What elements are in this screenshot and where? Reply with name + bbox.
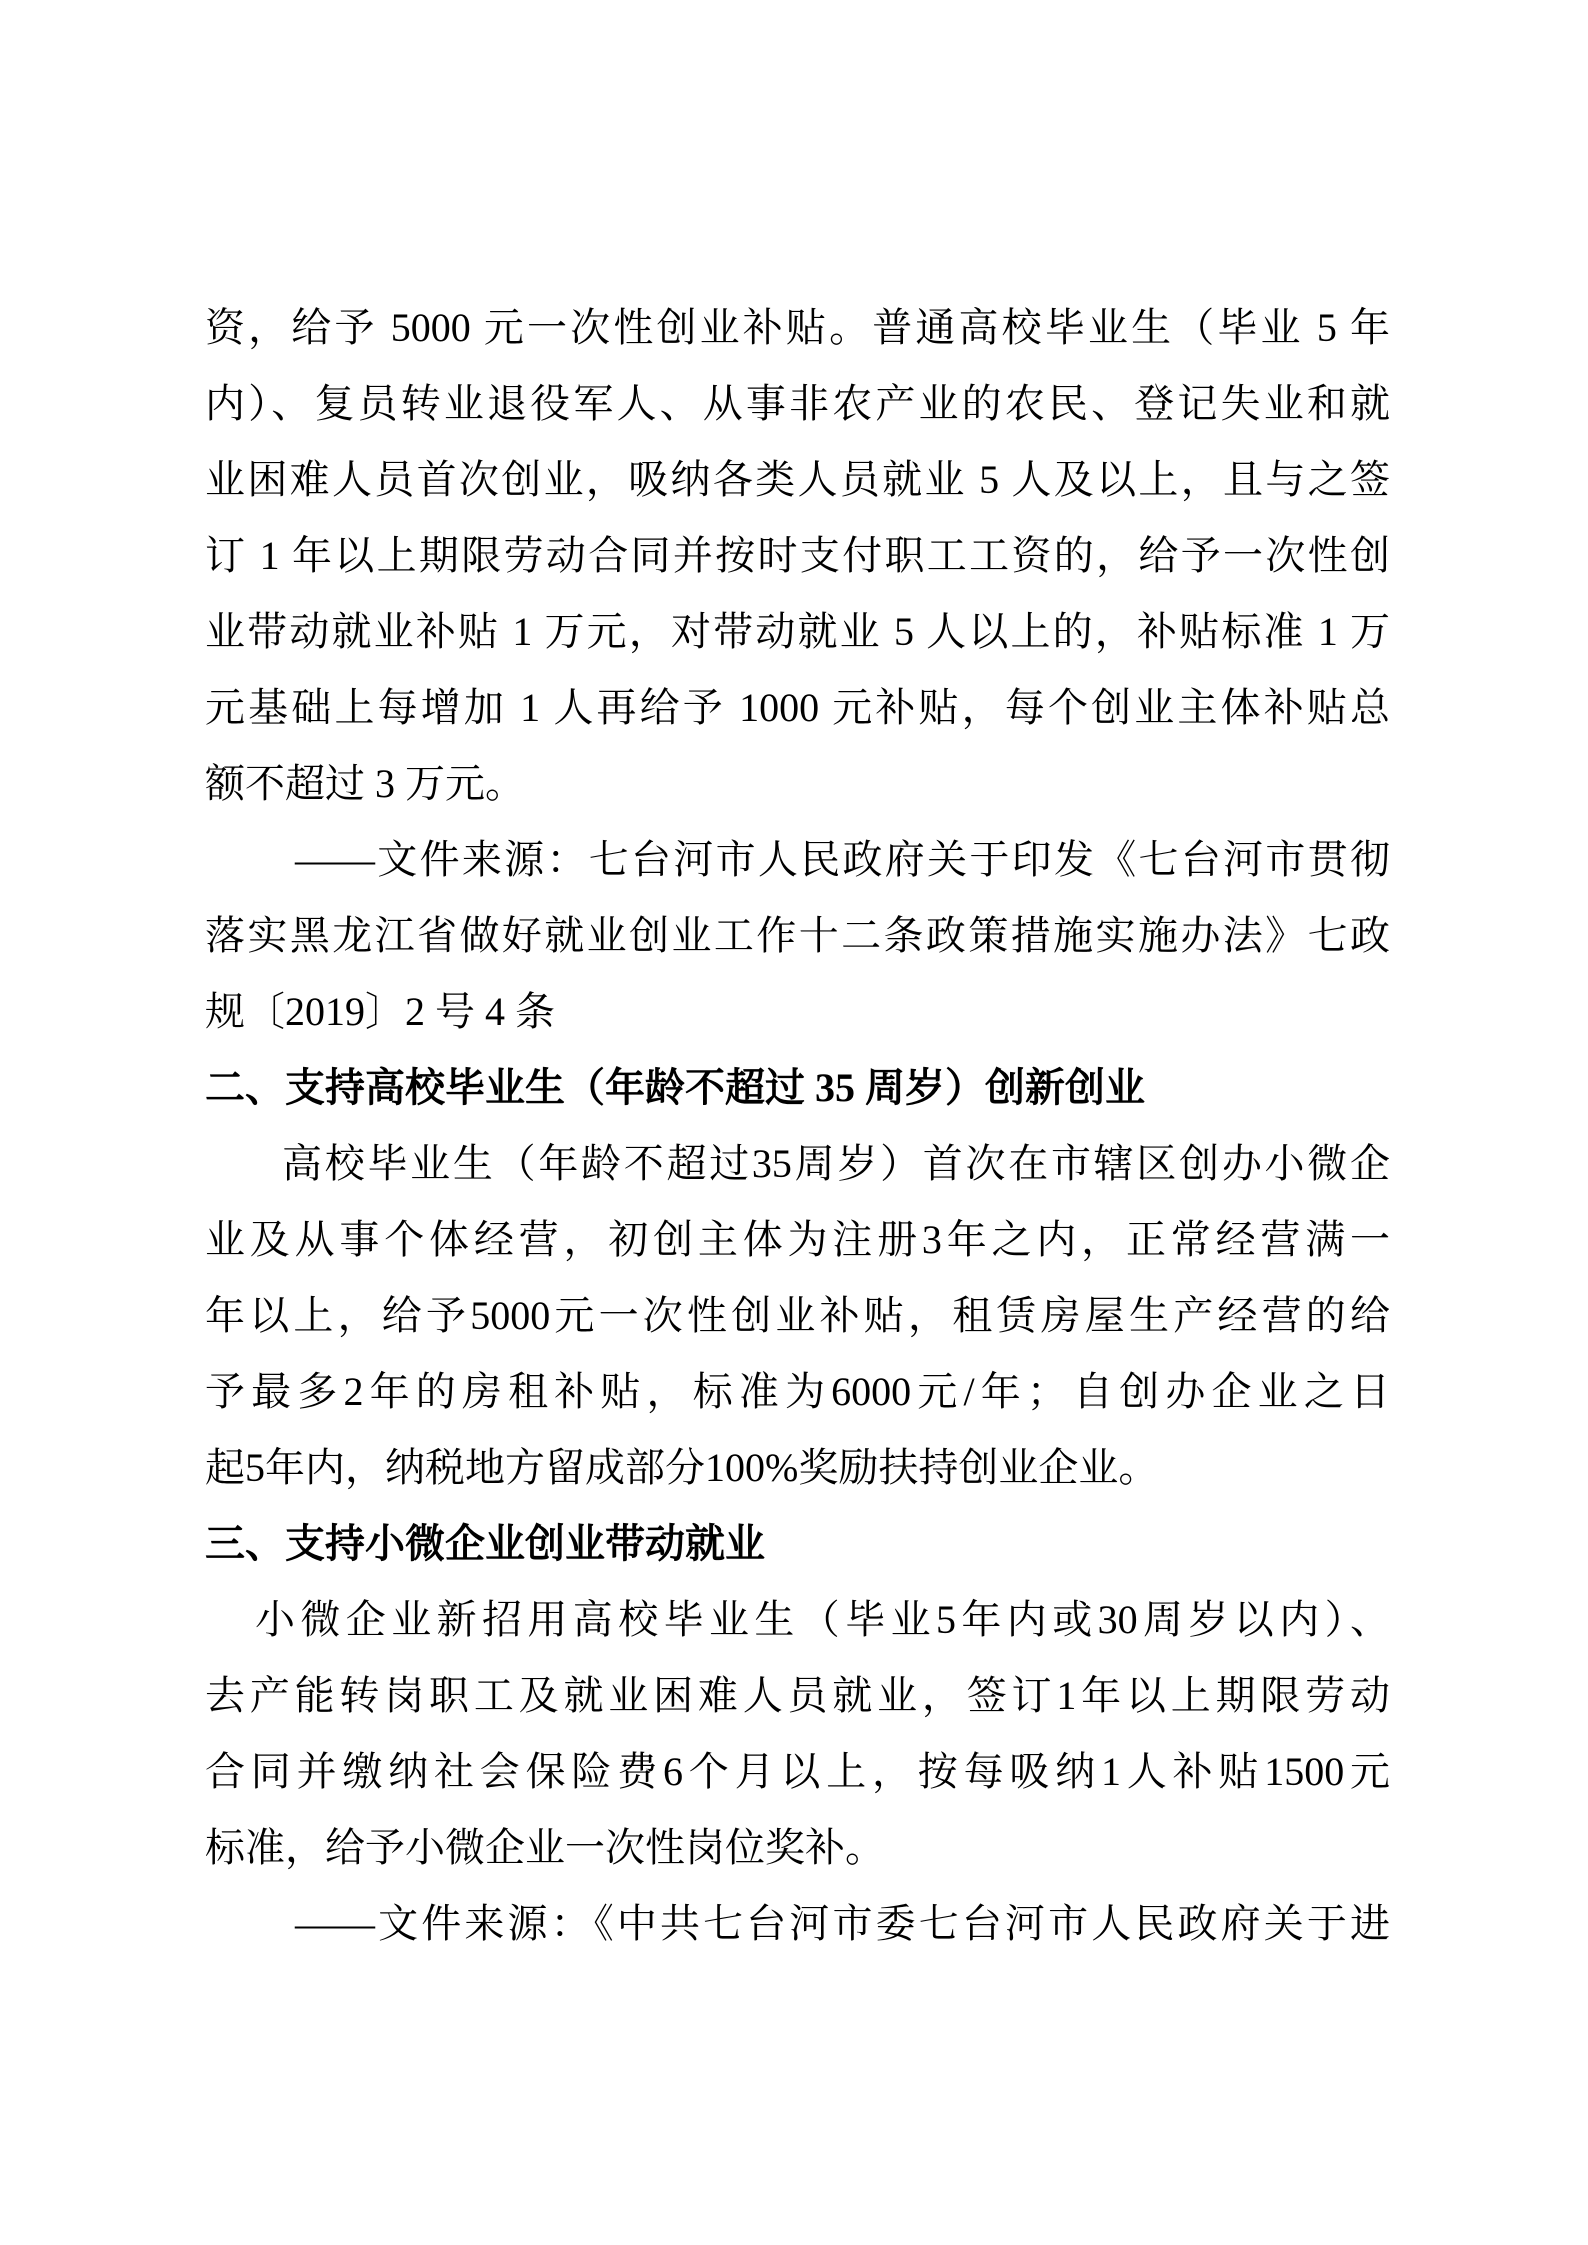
text-line: 落实黑龙江省做好就业创业工作十二条政策措施实施办法》七政 [205, 913, 1390, 958]
section-heading: 二、支持高校毕业生（年龄不超过 35 周岁）创新创业 [205, 1065, 1145, 1110]
text-line: 去产能转岗职工及就业困难人员就业，签订1年以上期限劳动 [205, 1673, 1390, 1718]
paragraph-section-3 [205, 1582, 1390, 1886]
heading-section-3 [205, 1506, 1390, 1582]
text-line: 小微企业新招用高校毕业生（毕业5年内或30周岁以内）、 [255, 1597, 1390, 1642]
text-line: 起5年内，纳税地方留成部分100%奖励扶持创业企业。 [205, 1445, 1159, 1490]
text-line: 业带动就业补贴 1 万元，对带动就业 5 人以上的，补贴标准 1 万 [205, 609, 1390, 654]
text-line: 业困难人员首次创业，吸纳各类人员就业 5 人及以上，且与之签 [205, 457, 1390, 502]
section-heading: 三、支持小微企业创业带动就业 [205, 1521, 765, 1566]
text-line: 业及从事个体经营，初创主体为注册3年之内，正常经营满一 [205, 1217, 1390, 1262]
text-line: 年以上，给予5000元一次性创业补贴，租赁房屋生产经营的给 [205, 1293, 1390, 1338]
text-line: 元基础上每增加 1 人再给予 1000 元补贴，每个创业主体补贴总 [205, 685, 1390, 730]
heading-section-2 [205, 1050, 1390, 1126]
paragraph-source-2 [205, 1886, 1390, 1962]
text-line: ——文件来源：《中共七台河市委七台河市人民政府关于进 [295, 1901, 1390, 1946]
paragraph-source-1 [205, 822, 1390, 1050]
document-text-block [205, 290, 1390, 1962]
paragraph-section-2 [205, 1126, 1390, 1506]
text-line: 订 1 年以上期限劳动合同并按时支付职工工资的，给予一次性创 [205, 533, 1390, 578]
text-line: 资，给予 5000 元一次性创业补贴。普通高校毕业生（毕业 5 年 [205, 305, 1390, 350]
text-line: 内）、复员转业退役军人、从事非农产业的农民、登记失业和就 [205, 381, 1390, 426]
text-line: ——文件来源：七台河市人民政府关于印发《七台河市贯彻 [295, 837, 1390, 882]
text-line: 高校毕业生（年龄不超过35周岁）首次在市辖区创办小微企 [282, 1141, 1390, 1186]
text-line: 额不超过 3 万元。 [205, 761, 525, 806]
text-line: 规〔2019〕2 号 4 条 [205, 989, 555, 1034]
text-line: 标准，给予小微企业一次性岗位奖补。 [205, 1825, 885, 1870]
text-line: 予最多2年的房租补贴，标准为6000元/年；自创办企业之日 [205, 1369, 1390, 1414]
paragraph-continuation [205, 290, 1390, 822]
text-line: 合同并缴纳社会保险费6个月以上，按每吸纳1人补贴1500元 [205, 1749, 1390, 1794]
